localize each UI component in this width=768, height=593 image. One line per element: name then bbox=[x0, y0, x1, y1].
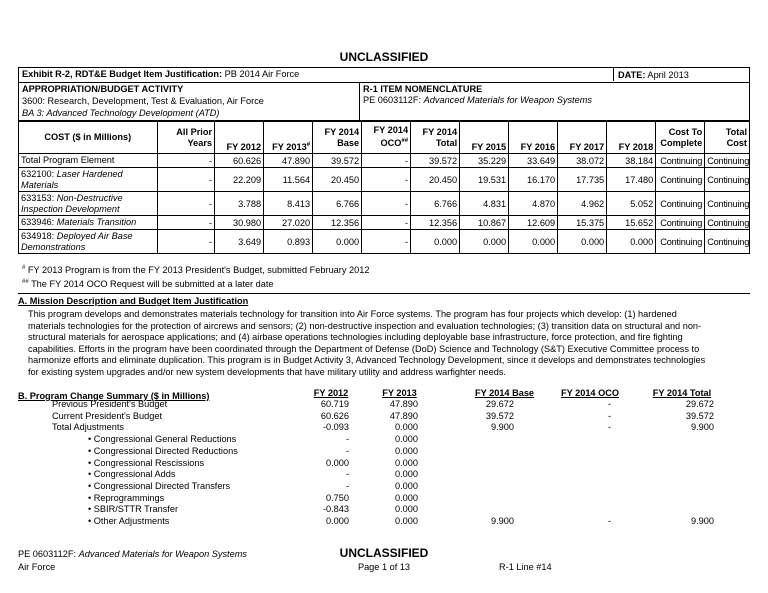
fy2014total-col-header: FY 2014 Total bbox=[411, 122, 460, 154]
prior-col-header: All Prior Years bbox=[157, 122, 215, 154]
cost-cell-fy2018: 5.052 bbox=[607, 192, 656, 216]
exhibit-label: Exhibit R-2 bbox=[22, 69, 70, 79]
section-a-line: harmonize efforts and eliminate duplication. This program is in Budget Activity 3, Advanced Technology Development, since it develops and demonstrates technologies bbox=[28, 355, 706, 366]
pcs-cell-fy2012: 60.626 bbox=[320, 410, 349, 421]
pcs-cell-base: 39.572 bbox=[485, 410, 514, 421]
pcs-row-label: Current President's Budget bbox=[52, 410, 163, 421]
fy2018-col-header: FY 2018 bbox=[607, 122, 656, 154]
cost-row-label: 633153: Non-Destructive Inspection Development bbox=[19, 192, 158, 216]
exhibit-header-box bbox=[18, 67, 750, 121]
cost-cell-prior: - bbox=[157, 216, 215, 230]
pcs-cell-total: 39.572 bbox=[685, 410, 714, 421]
cost-cell-oco: - bbox=[362, 168, 411, 192]
pcs-cell-fy2012: 0.750 bbox=[326, 492, 349, 503]
cost-cell-prior: - bbox=[157, 230, 215, 254]
cost-cell-ctc: Continuing bbox=[656, 192, 705, 216]
classification-header: UNCLASSIFIED bbox=[339, 50, 429, 64]
pcs-cell-fy2012: -0.843 bbox=[322, 504, 349, 515]
pcs-row-label: • Reprogrammings bbox=[88, 492, 165, 503]
section-divider bbox=[18, 293, 750, 294]
pcs-cell-fy2012: - bbox=[345, 480, 349, 491]
pcs-header-row bbox=[0, 388, 768, 400]
cost-cell-oco: - bbox=[362, 230, 411, 254]
cost-cell-fy2018: 17.480 bbox=[607, 168, 656, 192]
cost-row bbox=[19, 230, 750, 254]
pcs-row bbox=[0, 399, 768, 411]
cost-cell-oco: - bbox=[362, 154, 411, 168]
cost-cell-fy2012: 22.209 bbox=[215, 168, 264, 192]
cost-cell-fy2017: 0.000 bbox=[558, 230, 607, 254]
pcs-col-header: FY 2014 Total bbox=[652, 388, 712, 398]
cost-cell-fy2017: 4.962 bbox=[558, 192, 607, 216]
cost-cell-fy2015: 0.000 bbox=[460, 230, 509, 254]
fy2014base-col-header: FY 2014 Base bbox=[313, 122, 362, 154]
pcs-row-label: • Other Adjustments bbox=[88, 516, 170, 526]
cost-cell-fy2013: 11.564 bbox=[264, 168, 313, 192]
approp-line1: 3600: Research, Development, Test & Evaluation, Air Force bbox=[22, 96, 264, 106]
date-field bbox=[613, 68, 689, 81]
pcs-col-header: FY 2012 bbox=[313, 388, 349, 398]
pcs-cell-fy2012: 0.000 bbox=[326, 457, 349, 468]
exhibit-title bbox=[22, 69, 299, 79]
cost-cell-ctc: Continuing bbox=[656, 230, 705, 254]
date-label: DATE: bbox=[618, 70, 646, 80]
cost-cell-oco: - bbox=[362, 192, 411, 216]
pcs-row bbox=[0, 481, 768, 493]
pcs-row bbox=[0, 504, 768, 516]
cost-cell-fy2018: 38.184 bbox=[607, 154, 656, 168]
cost-cell-total14: 0.000 bbox=[411, 230, 460, 254]
page-number: Page 1 of 13 bbox=[357, 562, 411, 572]
footnote-2: ## The FY 2014 OCO Request will be submitted at a later date bbox=[22, 279, 274, 290]
pcs-row-label: • Congressional Directed Reductions bbox=[88, 445, 238, 456]
program-change-summary bbox=[0, 388, 768, 533]
pcs-cell-fy2012: -0.093 bbox=[322, 422, 349, 433]
pcs-row bbox=[0, 434, 768, 446]
pcs-cell-base: 9.900 bbox=[491, 422, 514, 433]
cost-row-label: 634918: Deployed Air Base Demonstrations bbox=[19, 230, 158, 254]
cost-cell-fy2013: 0.893 bbox=[264, 230, 313, 254]
cost-cell-fy2015: 19.531 bbox=[460, 168, 509, 192]
approp-label: APPROPRIATION/BUDGET ACTIVITY bbox=[22, 84, 184, 94]
cost-cell-total14: 20.450 bbox=[411, 168, 460, 192]
cost-cell-fy2018: 15.652 bbox=[607, 216, 656, 230]
pcs-cell-oco: - bbox=[607, 422, 611, 433]
cost-cell-base: 39.572 bbox=[313, 154, 362, 168]
footnote-1: # FY 2013 Program is from the FY 2013 President's Budget, submitted February 2012 bbox=[22, 265, 370, 276]
cost-table-body bbox=[19, 154, 750, 254]
fy2012-col-header: FY 2012 bbox=[215, 122, 264, 154]
pcs-row bbox=[0, 458, 768, 470]
pcs-cell-fy2013: 0.000 bbox=[395, 480, 418, 491]
cost-cell-total: Continuing bbox=[705, 168, 750, 192]
pcs-cell-fy2012: - bbox=[345, 434, 349, 445]
cost-cell-total: Continuing bbox=[705, 216, 750, 230]
classification-footer: UNCLASSIFIED bbox=[339, 546, 429, 560]
cost-cell-fy2016: 0.000 bbox=[509, 230, 558, 254]
cost-cell-fy2015: 10.867 bbox=[460, 216, 509, 230]
section-a-line: capabilities. Efforts in the program have been coordinated through the Department of Defense (DoD) Science and Technology (S&T) Executive Committee process to bbox=[28, 343, 700, 354]
cost-cell-fy2017: 17.735 bbox=[558, 168, 607, 192]
total-col-header: Total Cost bbox=[705, 122, 750, 154]
cost-cell-fy2017: 38.072 bbox=[558, 154, 607, 168]
cost-cell-ctc: Continuing bbox=[656, 168, 705, 192]
cost-cell-ctc: Continuing bbox=[656, 216, 705, 230]
cost-row-label: 633946: Materials Transition bbox=[19, 216, 158, 230]
cost-cell-prior: - bbox=[157, 192, 215, 216]
cost-row-label: Total Program Element bbox=[19, 154, 158, 168]
cost-cell-total: Continuing bbox=[705, 154, 750, 168]
cost-cell-base: 12.356 bbox=[313, 216, 362, 230]
approp-line2: BA 3: Advanced Technology Development (ATD) bbox=[22, 108, 220, 118]
cost-cell-fy2012: 3.649 bbox=[215, 230, 264, 254]
cost-cell-fy2018: 0.000 bbox=[607, 230, 656, 254]
cost-col-header: COST ($ in Millions) bbox=[19, 122, 158, 154]
cost-row bbox=[19, 216, 750, 230]
fy2017-col-header: FY 2017 bbox=[558, 122, 607, 154]
cost-cell-fy2016: 4.870 bbox=[509, 192, 558, 216]
pcs-cell-fy2013: 47.890 bbox=[389, 399, 418, 409]
cost-cell-total: Continuing bbox=[705, 230, 750, 254]
cost-cell-prior: - bbox=[157, 168, 215, 192]
pcs-cell-fy2013: 0.000 bbox=[395, 492, 418, 503]
exhibit-title-row bbox=[19, 68, 749, 83]
pcs-row bbox=[0, 469, 768, 481]
cost-cell-base: 0.000 bbox=[313, 230, 362, 254]
pcs-cell-fy2013: 0.000 bbox=[395, 445, 418, 456]
cost-cell-oco: - bbox=[362, 216, 411, 230]
pcs-row bbox=[0, 516, 768, 528]
nomenclature-cell bbox=[363, 84, 743, 105]
cost-cell-fy2017: 15.375 bbox=[558, 216, 607, 230]
pcs-row-label: • Congressional General Reductions bbox=[88, 434, 237, 445]
section-a-line: for existing system upgrades and/or new system developments that have military utility and address warfighter needs. bbox=[28, 366, 506, 377]
cost-cell-base: 20.450 bbox=[313, 168, 362, 192]
pcs-cell-total: 9.900 bbox=[691, 422, 714, 433]
pcs-row bbox=[0, 422, 768, 434]
nomen-label: R-1 ITEM NOMENCLATURE bbox=[363, 84, 483, 94]
cost-cell-fy2016: 12.609 bbox=[509, 216, 558, 230]
pcs-cell-fy2013: 47.890 bbox=[389, 410, 418, 421]
cost-table bbox=[18, 121, 750, 254]
appropriation-cell bbox=[19, 82, 360, 120]
cost-row-label: 632100: Laser Hardened Materials bbox=[19, 168, 158, 192]
cost-cell-total14: 39.572 bbox=[411, 154, 460, 168]
section-a-line: structural materials for aerospace applications; and (4) airbase operations technologies including deployable base infrastructure, force protection, and fire fighting bbox=[28, 332, 683, 343]
pcs-cell-fy2012: 60.719 bbox=[320, 399, 349, 409]
pcs-row-label: Previous President's Budget bbox=[52, 399, 168, 409]
fy2016-col-header: FY 2016 bbox=[509, 122, 558, 154]
cost-cell-fy2015: 35.229 bbox=[460, 154, 509, 168]
pcs-row-label: Total Adjustments bbox=[52, 422, 125, 433]
fy2014oco-col-header: FY 2014 OCO## bbox=[362, 122, 411, 154]
pcs-row-label: • Congressional Directed Transfers bbox=[88, 480, 231, 491]
pcs-cell-fy2013: 0.000 bbox=[395, 434, 418, 445]
ctc-col-header: Cost To Complete bbox=[656, 122, 705, 154]
pcs-cell-fy2013: 0.000 bbox=[395, 457, 418, 468]
pcs-cell-fy2013: 0.000 bbox=[395, 516, 418, 526]
footer-pe: PE 0603112F: Advanced Materials for Weapon Systems bbox=[18, 549, 247, 559]
pcs-cell-fy2012: 0.000 bbox=[326, 516, 349, 526]
pcs-col-header: FY 2014 Base bbox=[474, 388, 535, 398]
pcs-row-label: • Congressional Adds bbox=[88, 469, 176, 480]
cost-row bbox=[19, 192, 750, 216]
pcs-cell-fy2013: 0.000 bbox=[395, 504, 418, 515]
cost-cell-total: Continuing bbox=[705, 192, 750, 216]
cost-row bbox=[19, 168, 750, 192]
nomen-value: PE 0603112F: Advanced Materials for Weapon Systems bbox=[363, 95, 592, 105]
section-a-title: A. Mission Description and Budget Item Justification bbox=[18, 296, 249, 306]
pcs-cell-oco: - bbox=[607, 410, 611, 421]
pcs-cell-fy2013: 0.000 bbox=[395, 469, 418, 480]
cost-cell-fy2013: 47.890 bbox=[264, 154, 313, 168]
exhibit-title-text: , RDT&E Budget Item Justification: bbox=[69, 69, 223, 79]
pcs-col-header: FY 2014 OCO bbox=[560, 388, 620, 398]
cost-row bbox=[19, 154, 750, 168]
pcs-cell-oco: - bbox=[607, 399, 611, 409]
cost-cell-fy2016: 16.170 bbox=[509, 168, 558, 192]
pcs-row bbox=[0, 446, 768, 458]
date-value: April 2013 bbox=[645, 70, 689, 80]
cost-cell-fy2016: 33.649 bbox=[509, 154, 558, 168]
cost-cell-total14: 12.356 bbox=[411, 216, 460, 230]
cost-cell-ctc: Continuing bbox=[656, 154, 705, 168]
pcs-row-label: • SBIR/STTR Transfer bbox=[88, 504, 179, 515]
pcs-cell-fy2012: - bbox=[345, 469, 349, 480]
cost-cell-fy2013: 27.020 bbox=[264, 216, 313, 230]
cost-cell-base: 6.766 bbox=[313, 192, 362, 216]
cost-cell-prior: - bbox=[157, 154, 215, 168]
cost-cell-total14: 6.766 bbox=[411, 192, 460, 216]
section-a-line: materials technologies for the protection of aircrews and sensors; (2) non-destructive inspection and evaluation technologies; (3) transition data on structural and non- bbox=[28, 320, 702, 331]
cost-cell-fy2015: 4.831 bbox=[460, 192, 509, 216]
pcs-cell-oco: - bbox=[607, 516, 611, 526]
pcs-cell-fy2012: - bbox=[345, 445, 349, 456]
cost-cell-fy2012: 60.626 bbox=[215, 154, 264, 168]
pcs-row-label: • Congressional Rescissions bbox=[88, 457, 205, 468]
exhibit-value: PB 2014 Air Force bbox=[222, 69, 300, 79]
footer-org: Air Force bbox=[18, 562, 56, 572]
section-a-text bbox=[28, 309, 750, 379]
cost-header-row bbox=[19, 122, 750, 154]
cost-cell-fy2012: 3.788 bbox=[215, 192, 264, 216]
section-b-title: B. Program Change Summary ($ in Millions) bbox=[18, 391, 210, 401]
pcs-cell-total: 9.900 bbox=[691, 516, 714, 526]
cost-cell-fy2013: 8.413 bbox=[264, 192, 313, 216]
cost-cell-fy2012: 30.980 bbox=[215, 216, 264, 230]
pcs-cell-base: 29.672 bbox=[485, 399, 514, 409]
pcs-col-header: FY 2013 bbox=[382, 388, 417, 398]
pcs-cell-fy2013: 0.000 bbox=[395, 422, 418, 433]
pcs-row bbox=[0, 411, 768, 423]
pcs-cell-total: 29.672 bbox=[685, 399, 714, 409]
fy2015-col-header: FY 2015 bbox=[460, 122, 509, 154]
r1-line: R-1 Line #14 bbox=[499, 562, 552, 572]
pcs-row bbox=[0, 493, 768, 505]
fy2013-col-header: FY 2013# bbox=[264, 122, 313, 154]
section-a-line: This program develops and demonstrates materials technology for transition into Air Force systems. The program has four projects which develop: (1) hardened bbox=[28, 309, 677, 319]
pcs-cell-base: 9.900 bbox=[491, 516, 514, 526]
